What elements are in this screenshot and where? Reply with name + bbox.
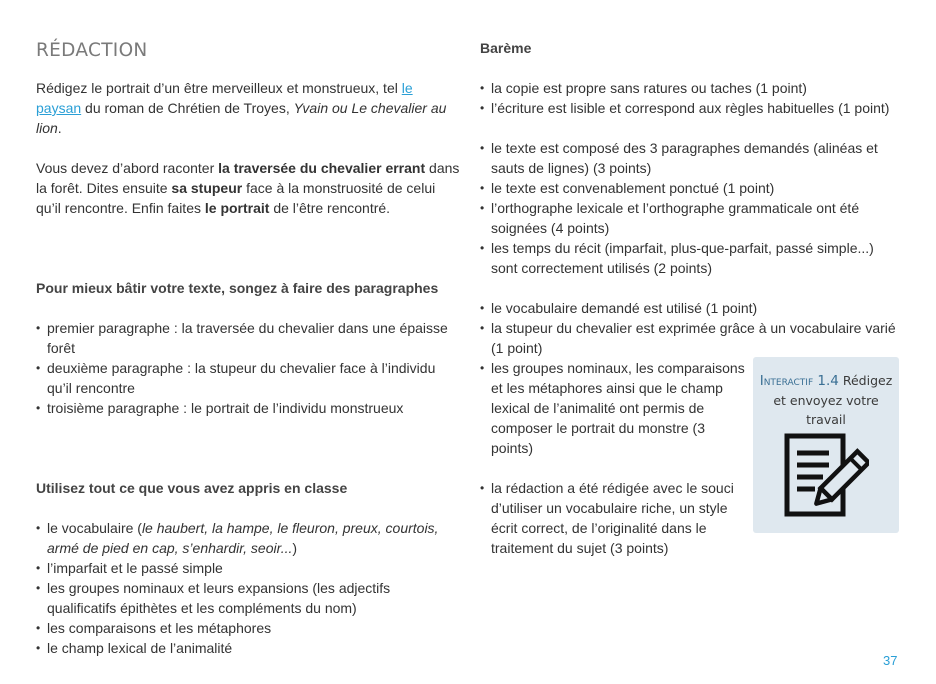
bareme-group-1 — [480, 78, 900, 118]
bareme-group-3 — [480, 298, 900, 358]
list-item: • le texte est composé des 3 paragraphes demandés (alinéas et sauts de lignes) (3 points) — [480, 138, 900, 178]
list-item — [36, 518, 461, 558]
list-text: ) — [292, 540, 298, 556]
bareme-heading: Barème — [480, 40, 532, 56]
paragraphs-heading: Pour mieux bâtir votre texte, songez à faire des paragraphes — [36, 280, 439, 296]
list-item: • la stupeur du chevalier est exprimée grâce à un vocabulaire varié (1 point) — [480, 318, 900, 358]
list-item: • l’orthographe lexicale et l’orthographe grammaticale ont été soignées (4 points) — [480, 198, 900, 238]
intro-paragraph-2 — [36, 158, 461, 218]
interactive-card[interactable] — [753, 357, 899, 533]
page-number: 37 — [883, 653, 898, 668]
intro-text: Rédigez le portrait d’un être merveilleux et monstrueux, tel — [36, 80, 402, 96]
list-item: • le champ lexical de l’animalité — [36, 638, 461, 658]
list-item: • les temps du récit (imparfait, plus-que-parfait, passé simple...) sont correctement utilisés (2 points) — [480, 238, 900, 278]
list-item: • la copie est propre sans ratures ou taches (1 point) — [480, 78, 900, 98]
class-list — [36, 518, 461, 658]
class-heading: Utilisez tout ce que vous avez appris en classe — [36, 480, 348, 496]
instructions-column — [36, 78, 461, 658]
le-paysan-link[interactable]: le paysan — [36, 80, 413, 116]
intro-text: Vous devez d’abord raconter — [36, 160, 219, 176]
page-title: RÉDACTION — [36, 40, 148, 61]
list-item: • les groupes nominaux et leurs expansions (les adjectifs qualificatifs épithètes et les compléments du nom) — [36, 578, 461, 618]
intro-text: dans la forêt. Dites ensuite — [36, 160, 460, 196]
list-item: • l’imparfait et le passé simple — [36, 558, 461, 578]
bareme-group-2 — [480, 138, 900, 278]
list-item: • la rédaction a été rédigée avec le souci d’utiliser un vocabulaire riche, un style écrit correct, de l’originalité dans le traitement du sujet (3 points) — [480, 478, 746, 558]
list-item: • l’écriture est lisible et correspond aux règles habituelles (1 point) — [480, 98, 900, 118]
book-title: Yvain ou Le chevalier au lion — [36, 100, 447, 136]
intro-text: face à la monstruosité de celui qu’il rencontre. Enfin faites — [36, 180, 436, 216]
intro-text: du roman de Chrétien de Troyes, — [81, 100, 294, 116]
list-item: • premier paragraphe : la traversée du chevalier dans une épaisse forêt — [36, 318, 461, 358]
interactive-card-title[interactable] — [759, 371, 893, 429]
intro-text: de l’être rencontré. — [269, 200, 391, 216]
emphasis: la traversée du chevalier errant — [218, 160, 426, 176]
list-item: • les groupes nominaux, les comparaisons et les métaphores ainsi que le champ lexical de l’animalité ont permis de composer le portrait du monstre (3 points) — [480, 358, 746, 458]
list-item: • le vocabulaire demandé est utilisé (1 point) — [480, 298, 900, 318]
vocab-examples: le haubert, la hampe, le fleuron, preux, courtois, armé de pied en cap, s’enhardir, seoir... — [47, 520, 439, 556]
paragraphs-list — [36, 318, 461, 418]
intro-text: . — [57, 120, 62, 136]
interactive-label: Rédigez et envoyez votre travail — [773, 373, 893, 427]
list-item: • deuxième paragraphe : la stupeur du chevalier face à l’individu qu’il rencontre — [36, 358, 461, 398]
emphasis: sa stupeur — [171, 180, 243, 196]
emphasis: le portrait — [204, 200, 270, 216]
document-pencil-icon[interactable] — [783, 433, 869, 519]
interactive-keyword: Interactif 1.4 — [759, 373, 839, 389]
list-text: le vocabulaire ( — [47, 520, 142, 536]
list-item: • les comparaisons et les métaphores — [36, 618, 461, 638]
list-item: • le texte est convenablement ponctué (1 point) — [480, 178, 900, 198]
intro-paragraph-1 — [36, 78, 461, 138]
list-item: • troisième paragraphe : le portrait de l’individu monstrueux — [36, 398, 461, 418]
